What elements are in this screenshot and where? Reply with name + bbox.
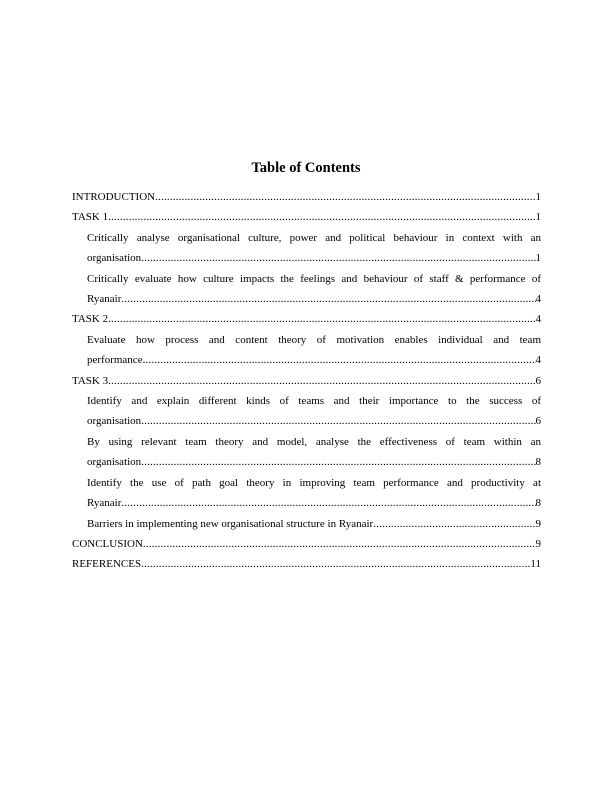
dot-leader (108, 371, 535, 391)
toc-entry-label-line1: Critically evaluate how culture impacts the feelings and behaviour of staff & performance of (87, 272, 541, 285)
toc-entry-label: INTRODUCTION (72, 191, 156, 203)
toc-entry-path-goal[interactable] (72, 473, 541, 514)
toc-entry-line (72, 554, 541, 574)
toc-entry-label-line1: By using relevant team theory and model, analyse the effectiveness of team within an (87, 435, 541, 448)
toc-entry-references[interactable] (72, 554, 541, 574)
dot-leader (141, 248, 535, 268)
toc-entry-line (87, 289, 541, 309)
toc-entry-label: performance (87, 354, 143, 367)
toc-title: Table of Contents (251, 160, 361, 176)
toc-page-number: 4 (535, 354, 541, 367)
dot-leader (121, 289, 535, 309)
toc-entry-label: TASK 1 (72, 211, 109, 224)
toc-entry-label-line1: Evaluate how process and content theory of motivation enables individual and team (87, 333, 541, 346)
toc-entry-line (72, 187, 541, 207)
toc-page-number: 1 (535, 191, 541, 203)
toc-entry-motivation[interactable] (72, 330, 541, 371)
toc-page-number: 6 (535, 415, 541, 428)
dot-leader (141, 411, 535, 431)
toc-entry-barriers[interactable] (72, 514, 541, 534)
toc-entry-task-2[interactable] (72, 309, 541, 329)
toc-page-number: 8 (535, 497, 541, 510)
toc-entry-label: Barriers in implementing new organisational structure in Ryanair (87, 517, 374, 530)
dot-leader (373, 514, 535, 534)
dot-leader (143, 534, 536, 554)
dot-leader (108, 207, 535, 227)
toc-entry-kinds-of-teams[interactable] (72, 391, 541, 432)
toc-entry-label: organisation (87, 456, 142, 469)
toc-page-number: 11 (530, 558, 541, 571)
toc-page-number: 1 (535, 252, 541, 265)
toc-page-number: 9 (535, 517, 541, 530)
toc-entry-introduction[interactable] (72, 187, 541, 207)
toc-entry-line (72, 534, 541, 554)
dot-leader (155, 187, 535, 207)
toc-entry-line (87, 514, 541, 534)
toc-entry-label: CONCLUSION (72, 537, 143, 550)
toc-entry-line (72, 371, 541, 391)
table-of-contents (72, 187, 541, 575)
toc-entry-team-theory[interactable] (72, 432, 541, 473)
dot-leader (143, 350, 536, 370)
toc-entry-label: REFERENCES (72, 558, 142, 571)
toc-entry-label: organisation (87, 415, 142, 428)
dot-leader (141, 554, 530, 574)
toc-entry-line (72, 207, 541, 227)
toc-entry-line (72, 309, 541, 329)
toc-entry-label: TASK 2 (72, 313, 109, 326)
toc-entry-culture-impacts[interactable] (72, 269, 541, 310)
toc-entry-line (87, 411, 541, 431)
toc-entry-label: Ryanair (87, 497, 122, 510)
toc-entry-conclusion[interactable] (72, 534, 541, 554)
toc-page-number: 8 (535, 456, 541, 469)
toc-page-number: 9 (535, 537, 541, 550)
toc-entry-label-line1: Critically analyse organisational culture, power and political behaviour in context with an (87, 231, 541, 244)
toc-entry-line (87, 452, 541, 472)
toc-entry-line (87, 248, 541, 268)
dot-leader (108, 309, 535, 329)
toc-entry-line (87, 350, 541, 370)
toc-entry-line (87, 493, 541, 513)
dot-leader (121, 493, 535, 513)
toc-entry-label-line1: Identify the use of path goal theory in improving team performance and productivity at (87, 476, 541, 489)
toc-entry-label: Ryanair (87, 293, 122, 306)
toc-page-number: 6 (535, 374, 541, 387)
toc-page-number: 1 (535, 211, 541, 224)
dot-leader (141, 452, 535, 472)
toc-entry-task-1[interactable] (72, 207, 541, 227)
toc-entry-culture-power[interactable] (72, 228, 541, 269)
toc-entry-label: organisation (87, 252, 142, 265)
toc-entry-label: TASK 3 (72, 374, 109, 387)
toc-entry-task-3[interactable] (72, 371, 541, 391)
toc-entry-label-line1: Identify and explain different kinds of teams and their importance to the success of (87, 395, 541, 408)
toc-page-number: 4 (535, 313, 541, 326)
toc-page-number: 4 (535, 293, 541, 306)
